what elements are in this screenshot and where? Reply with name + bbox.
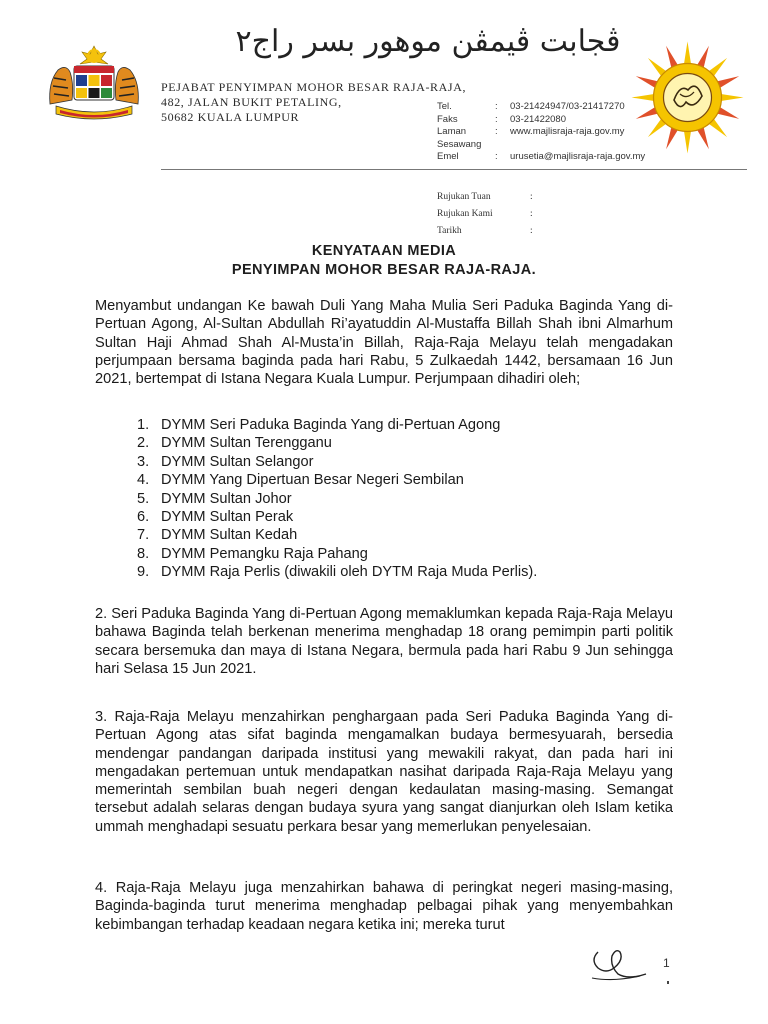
header-divider [161, 169, 747, 170]
list-item: 7. DYMM Sultan Kedah [137, 527, 298, 544]
office-address [161, 80, 466, 125]
jawi-title: ڤجابت ڤيمڤن موهور بسر راج٢ [235, 24, 621, 59]
list-item: 3. DYMM Sultan Selangor [137, 453, 314, 470]
contact-row-tel: Tel. : 03-21424947/03-21417270 [437, 101, 625, 112]
sun-ray [719, 94, 743, 102]
list-item: 6. DYMM Sultan Perak [137, 509, 294, 526]
address-line-1: PEJABAT PENYIMPAN MOHOR BESAR RAJA-RAJA, [161, 80, 467, 94]
coat-of-arms-logo [44, 44, 144, 122]
email-link[interactable]: urusetia@majlisraja-raja.gov.my [510, 151, 646, 163]
contact-details [437, 101, 645, 164]
paragraph-2: 2. Seri Paduka Baginda Yang di-Pertuan Agong memaklumkan kepada Raja-Raja Melayu bahawa Baginda telah berkenan menerima menghadap 18 orang pemimpin parti politik secara bersemuka dan maya di Istana Negara, bermula pada hari Rabu 9 Jun sehingga hari Selasa 15 Jun 2021. [95, 606, 673, 677]
attendee-list [137, 416, 537, 582]
page-number: 1 [663, 956, 670, 970]
contact-row-emel: Emel : urusetia@majlisraja-raja.gov.my [437, 151, 646, 163]
list-item: 2. DYMM Sultan Terengganu [137, 435, 332, 452]
page-dot [667, 981, 669, 984]
list-item: 9. DYMM Raja Perlis (diwakili oleh DYTM Raja Muda Perlis). [137, 564, 538, 581]
contact-row-sesawang: Sesawang [437, 138, 482, 150]
sun-ray [632, 94, 656, 102]
contact-row-faks: Faks : 03-21422080 [437, 113, 566, 125]
document-subtitle: PENYIMPAN MOHOR BESAR RAJA-RAJA. [231, 262, 537, 278]
sun-ray [684, 42, 692, 66]
ref-row-tuan: Rujukan Tuan : [437, 192, 533, 202]
list-item: 4. DYMM Yang Dipertuan Besar Negeri Sembilan [137, 472, 464, 489]
ref-row-kami: Rujukan Kami : [437, 208, 533, 219]
address-line-2: 482, JALAN BUKIT PETALING, [161, 95, 342, 109]
ref-row-tarikh: Tarikh : [437, 225, 533, 236]
paragraph-1: Menyambut undangan Ke bawah Duli Yang Maha Mulia Seri Paduka Baginda Yang di-Pertuan Agong, Al-Sultan Abdullah Ri’ayatuddin Al-Mustaffa Billah Shah ibni Almarhum Sultan Haji Ahmad Shah Al-Musta’in Billah, Raja-Raja Melayu telah mengadakan perjumpaan bersama baginda pada hari Rabu, 5 Zulkaedah 1442, bersamaan 16 Jun 2021, bertempat di Istana Negara Kuala Lumpur. Perjumpaan dihadiri oleh; [95, 298, 673, 388]
contact-row-laman: Laman : www.majlisraja-raja.gov.my [437, 126, 625, 138]
list-item: 1. DYMM Seri Paduka Baginda Yang di-Pertuan Agong [137, 417, 501, 433]
signature-initial [584, 938, 654, 984]
paragraph-3: 3. Raja-Raja Melayu menzahirkan penghargaan pada Seri Paduka Baginda Yang di-Pertuan Agong atas sifat baginda mengamalkan budaya bermesyuarah, bersedia mendengar pandangan daripada institusi yang mewakili rakyat, dan pada hari ini mengadakan pertemuan untuk mendapatkan nasihat daripada Raja-Raja Melayu yang memerintah sembilan buah negeri dengan kedaulatan masing-masing. Semangat tersebut adalah selaras dengan budaya syura yang sangat dianjurkan oleh Islam ketika ummah menghadapi sesuatu perkara besar yang memerlukan penyelesaian. [95, 709, 673, 835]
list-item: 8. DYMM Pemangku Raja Pahang [137, 545, 368, 562]
sun-emblem-logo [630, 40, 745, 155]
list-item: 5. DYMM Sultan Johor [137, 490, 292, 507]
reference-block [437, 189, 533, 239]
document-title: KENYATAAN MEDIA [311, 243, 457, 259]
paragraph-4: 4. Raja-Raja Melayu juga menzahirkan bahawa di peringkat negeri masing-masing, Baginda-baginda turut menerima menghadap pelbagai pihak yang menyembahkan kebimbangan terhadap keadaan negara ketika ini; mereka turut [95, 880, 673, 933]
sun-ray [684, 129, 692, 153]
address-line-3: 50682 KUALA LUMPUR [161, 110, 300, 124]
website-link[interactable]: www.majlisraja-raja.gov.my [510, 126, 625, 138]
